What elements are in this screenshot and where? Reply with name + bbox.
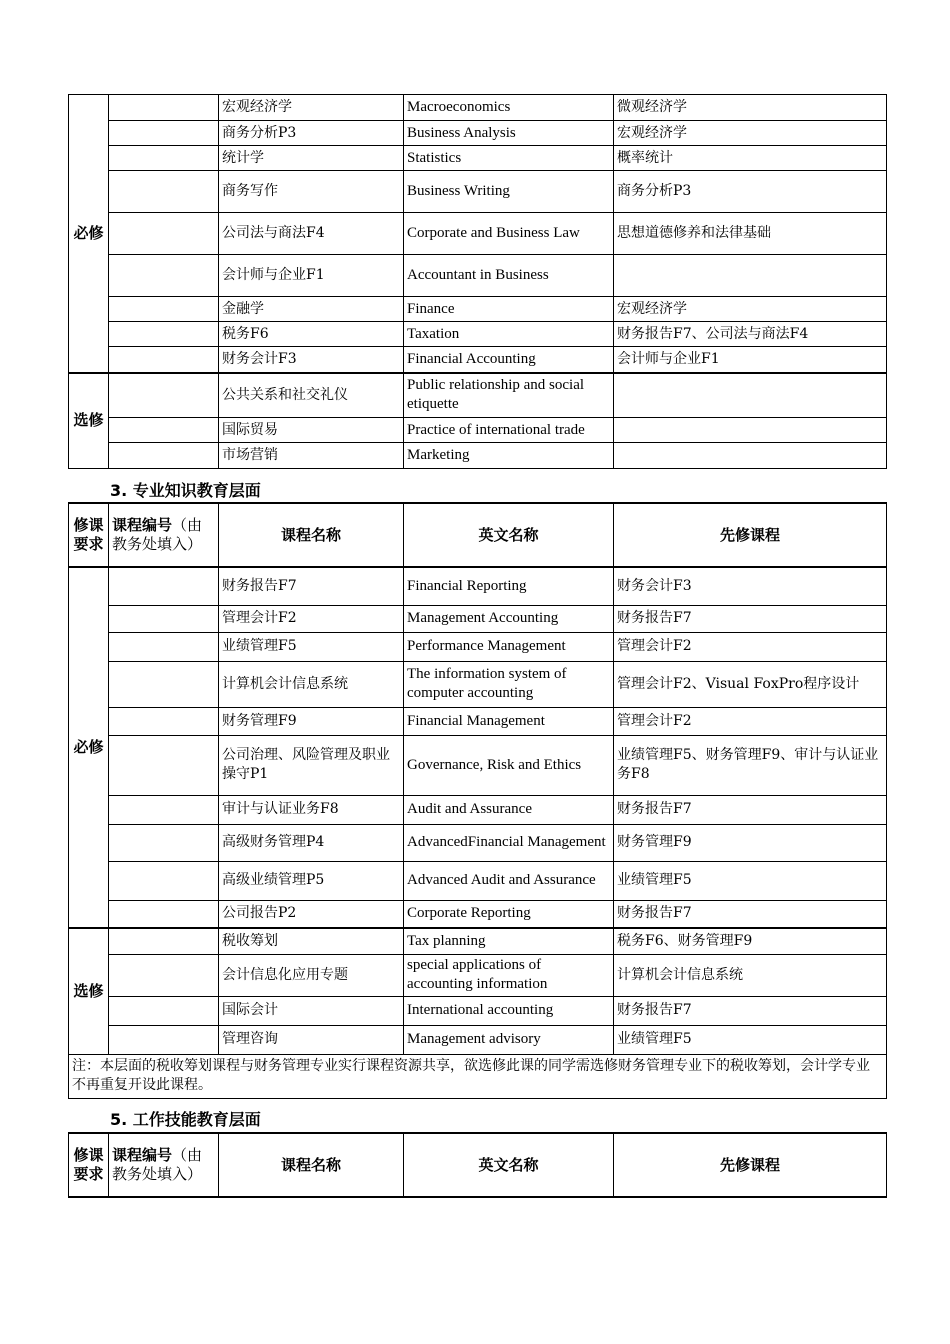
prerequisite: 微观经济学 bbox=[614, 95, 887, 121]
prerequisite: 思想道德修养和法律基础 bbox=[614, 213, 887, 255]
course-name: 国际会计 bbox=[219, 996, 404, 1025]
course-name: 财务管理F9 bbox=[219, 707, 404, 735]
english-name: Macroeconomics bbox=[404, 95, 614, 121]
prerequisite bbox=[614, 418, 887, 443]
course-code-cell bbox=[109, 347, 219, 373]
prerequisite: 会计师与企业F1 bbox=[614, 347, 887, 373]
english-name: Governance, Risk and Ethics bbox=[404, 735, 614, 795]
english-name: Financial Reporting bbox=[404, 567, 614, 605]
course-name: 宏观经济学 bbox=[219, 95, 404, 121]
course-name: 商务写作 bbox=[219, 171, 404, 213]
english-name: special applications of accounting information bbox=[404, 954, 614, 996]
elective-label: 选修 bbox=[69, 373, 109, 469]
prerequisite: 税务F6、财务管理F9 bbox=[614, 928, 887, 954]
course-name: 公司法与商法F4 bbox=[219, 213, 404, 255]
course-name: 管理会计F2 bbox=[219, 605, 404, 632]
required-label: 必修 bbox=[69, 95, 109, 373]
course-name: 公司报告P2 bbox=[219, 900, 404, 928]
prerequisite: 财务报告F7 bbox=[614, 605, 887, 632]
course-name: 财务会计F3 bbox=[219, 347, 404, 373]
prerequisite: 管理会计F2、Visual FoxPro程序设计 bbox=[614, 661, 887, 707]
english-name: The information system of computer accounting bbox=[404, 661, 614, 707]
course-name: 商务分析P3 bbox=[219, 121, 404, 146]
course-code-cell bbox=[109, 1025, 219, 1054]
course-code-cell bbox=[109, 95, 219, 121]
english-name: Management advisory bbox=[404, 1025, 614, 1054]
english-name: Statistics bbox=[404, 146, 614, 171]
course-code-cell bbox=[109, 567, 219, 605]
course-name: 财务报告F7 bbox=[219, 567, 404, 605]
header-code-note: （由教务处填入） bbox=[112, 516, 203, 553]
prerequisite: 财务报告F7、公司法与商法F4 bbox=[614, 322, 887, 347]
course-name: 税务F6 bbox=[219, 322, 404, 347]
section-title: 5. 工作技能教育层面 bbox=[110, 1110, 261, 1129]
course-code-cell bbox=[109, 707, 219, 735]
english-name: Performance Management bbox=[404, 632, 614, 661]
prerequisite: 财务报告F7 bbox=[614, 900, 887, 928]
english-name: Marketing bbox=[404, 443, 614, 469]
prerequisite: 财务会计F3 bbox=[614, 567, 887, 605]
course-code-cell bbox=[109, 255, 219, 297]
course-name: 统计学 bbox=[219, 146, 404, 171]
course-code-cell bbox=[109, 121, 219, 146]
course-code-cell bbox=[109, 900, 219, 928]
english-name: AdvancedFinancial Management bbox=[404, 824, 614, 861]
header-code-bold: 课程编号 bbox=[112, 516, 173, 534]
course-name: 业绩管理F5 bbox=[219, 632, 404, 661]
course-name: 会计信息化应用专题 bbox=[219, 954, 404, 996]
course-table-continued bbox=[68, 94, 887, 469]
course-name: 公司治理、风险管理及职业操守P1 bbox=[219, 735, 404, 795]
prerequisite: 财务管理F9 bbox=[614, 824, 887, 861]
prerequisite bbox=[614, 255, 887, 297]
course-code-cell bbox=[109, 928, 219, 954]
prerequisite: 财务报告F7 bbox=[614, 996, 887, 1025]
course-name: 市场营销 bbox=[219, 443, 404, 469]
work-skill-course-table bbox=[68, 1132, 887, 1198]
section-title: 3. 专业知识教育层面 bbox=[110, 481, 261, 500]
course-code-cell bbox=[109, 795, 219, 824]
prerequisite: 商务分析P3 bbox=[614, 171, 887, 213]
prerequisite: 概率统计 bbox=[614, 146, 887, 171]
course-code-cell bbox=[109, 632, 219, 661]
english-name: Financial Accounting bbox=[404, 347, 614, 373]
english-name: Audit and Assurance bbox=[404, 795, 614, 824]
english-name: Business Writing bbox=[404, 171, 614, 213]
required-label: 必修 bbox=[69, 567, 109, 928]
english-name: Public relationship and social etiquette bbox=[404, 373, 614, 418]
header-code-note: （由教务处填入） bbox=[112, 1146, 203, 1183]
english-name: Finance bbox=[404, 297, 614, 322]
english-name: Financial Management bbox=[404, 707, 614, 735]
header-prerequisite: 先修课程 bbox=[614, 503, 887, 567]
prerequisite: 业绩管理F5 bbox=[614, 1025, 887, 1054]
course-code-cell bbox=[109, 146, 219, 171]
course-name: 管理咨询 bbox=[219, 1025, 404, 1054]
course-code-cell bbox=[109, 735, 219, 795]
course-code-cell bbox=[109, 954, 219, 996]
prerequisite: 宏观经济学 bbox=[614, 121, 887, 146]
course-name: 会计师与企业F1 bbox=[219, 255, 404, 297]
prerequisite bbox=[614, 443, 887, 469]
course-code-cell bbox=[109, 213, 219, 255]
course-name: 高级业绩管理P5 bbox=[219, 861, 404, 900]
course-code-cell bbox=[109, 605, 219, 632]
course-code-cell bbox=[109, 661, 219, 707]
header-course-code bbox=[109, 1133, 219, 1197]
table-note: 注：本层面的税收筹划课程与财务管理专业实行课程资源共享，欲选修此课的同学需选修财务管理专业下的税收筹划，会计学专业不再重复开设此课程。 bbox=[69, 1054, 887, 1098]
prerequisite: 业绩管理F5 bbox=[614, 861, 887, 900]
course-code-cell bbox=[109, 297, 219, 322]
header-requirement: 修课要求 bbox=[69, 503, 109, 567]
english-name: Tax planning bbox=[404, 928, 614, 954]
header-requirement: 修课要求 bbox=[69, 1133, 109, 1197]
prerequisite bbox=[614, 373, 887, 418]
course-code-cell bbox=[109, 373, 219, 418]
professional-course-table bbox=[68, 502, 887, 1099]
course-name: 高级财务管理P4 bbox=[219, 824, 404, 861]
course-code-cell bbox=[109, 322, 219, 347]
course-name: 国际贸易 bbox=[219, 418, 404, 443]
course-name: 金融学 bbox=[219, 297, 404, 322]
english-name: Corporate Reporting bbox=[404, 900, 614, 928]
prerequisite: 宏观经济学 bbox=[614, 297, 887, 322]
english-name: Business Analysis bbox=[404, 121, 614, 146]
english-name: Practice of international trade bbox=[404, 418, 614, 443]
course-name: 审计与认证业务F8 bbox=[219, 795, 404, 824]
prerequisite: 业绩管理F5、财务管理F9、审计与认证业务F8 bbox=[614, 735, 887, 795]
english-name: Corporate and Business Law bbox=[404, 213, 614, 255]
course-code-cell bbox=[109, 418, 219, 443]
header-course-name: 课程名称 bbox=[219, 503, 404, 567]
english-name: Taxation bbox=[404, 322, 614, 347]
course-code-cell bbox=[109, 171, 219, 213]
prerequisite: 财务报告F7 bbox=[614, 795, 887, 824]
course-name: 税收筹划 bbox=[219, 928, 404, 954]
header-english-name: 英文名称 bbox=[404, 503, 614, 567]
course-code-cell bbox=[109, 443, 219, 469]
elective-label: 选修 bbox=[69, 928, 109, 1054]
header-prerequisite: 先修课程 bbox=[614, 1133, 887, 1197]
english-name: Management Accounting bbox=[404, 605, 614, 632]
header-code-bold: 课程编号 bbox=[112, 1146, 173, 1164]
course-code-cell bbox=[109, 996, 219, 1025]
english-name: International accounting bbox=[404, 996, 614, 1025]
course-code-cell bbox=[109, 861, 219, 900]
prerequisite: 管理会计F2 bbox=[614, 707, 887, 735]
english-name: Accountant in Business bbox=[404, 255, 614, 297]
course-code-cell bbox=[109, 824, 219, 861]
course-name: 公共关系和社交礼仪 bbox=[219, 373, 404, 418]
header-course-code bbox=[109, 503, 219, 567]
header-course-name: 课程名称 bbox=[219, 1133, 404, 1197]
course-name: 计算机会计信息系统 bbox=[219, 661, 404, 707]
prerequisite: 管理会计F2 bbox=[614, 632, 887, 661]
english-name: Advanced Audit and Assurance bbox=[404, 861, 614, 900]
header-english-name: 英文名称 bbox=[404, 1133, 614, 1197]
prerequisite: 计算机会计信息系统 bbox=[614, 954, 887, 996]
